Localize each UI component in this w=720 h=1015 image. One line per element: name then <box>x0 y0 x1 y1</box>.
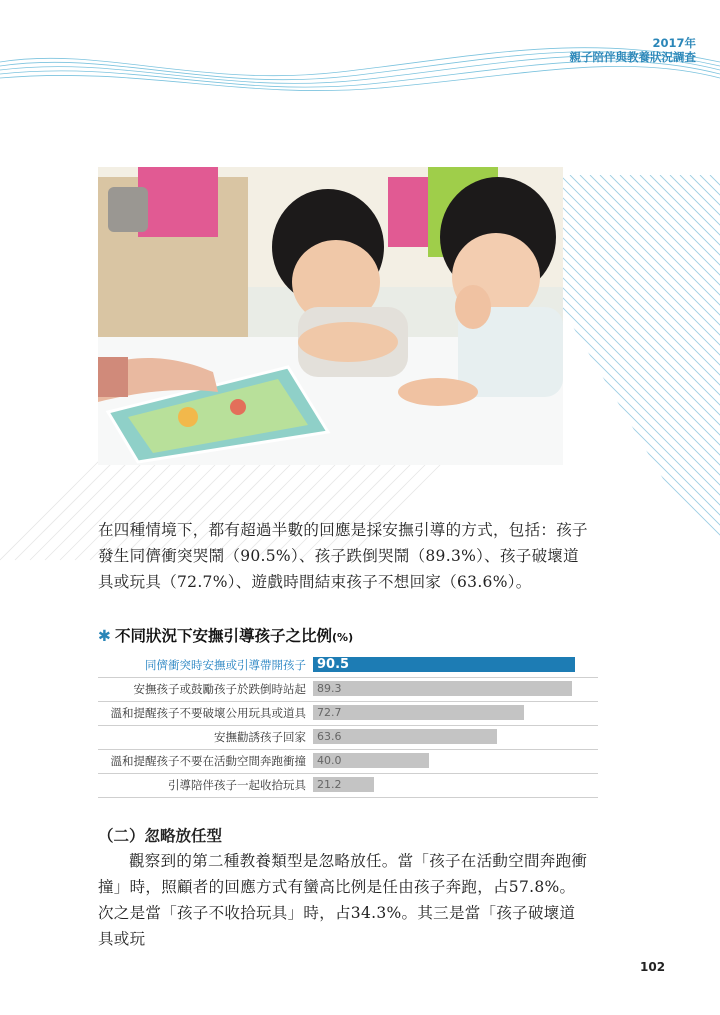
asterisk-icon: ✱ <box>98 627 111 645</box>
chart-heading-unit: (%) <box>332 631 354 644</box>
neglect-type-paragraph: 觀察到的第二種教養類型是忽略放任。當「孩子在活動空間奔跑衝撞」時，照顧者的回應方式有蠻高比例是任由孩子奔跑，占57.8%。次之是當「孩子不收拾玩具」時，占34.3%。其三是當「孩子破壞道具或玩 <box>98 852 588 948</box>
chart-row <box>98 726 598 750</box>
section-heading: （二）忽略放任型 <box>98 826 223 845</box>
chart-row <box>98 702 598 726</box>
photo-illustration <box>98 167 563 465</box>
intro-paragraph: 在四種情境下，都有超過半數的回應是採安撫引導的方式，包括：孩子發生同儕衝突哭鬧（90.5%）、孩子跌倒哭鬧（89.3%）、孩子破壞道具或玩具（72.7%）、遊戲時間結束孩子不想回家（63.6%）。 <box>98 521 588 591</box>
chart-bar <box>313 657 575 672</box>
chart-value-label: 72.7 <box>317 706 342 719</box>
chart-category-label: 引導陪伴孩子一起收拾玩具 <box>168 778 306 792</box>
children-reading-book-photo <box>98 167 563 465</box>
chart-value-label: 90.5 <box>317 657 350 672</box>
chart-category-label: 溫和提醒孩子不要在活動空間奔跑衝撞 <box>110 754 306 768</box>
comfort-guidance-bar-chart <box>98 654 598 804</box>
chart-category-label: 溫和提醒孩子不要破壞公用玩具或道具 <box>110 706 306 720</box>
report-header <box>570 36 697 64</box>
chart-row <box>98 654 598 678</box>
chart-value-label: 63.6 <box>317 730 342 743</box>
report-year: 2017年 <box>652 36 696 50</box>
chart-heading <box>98 624 353 646</box>
chart-value-label: 21.2 <box>317 778 342 791</box>
chart-category-label: 同儕衝突時安撫或引導帶開孩子 <box>145 658 306 672</box>
chart-category-label: 安撫勸誘孩子回家 <box>214 730 306 744</box>
chart-row <box>98 774 598 798</box>
chart-heading-text: 不同狀況下安撫引導孩子之比例 <box>115 627 333 645</box>
page-number: 102 <box>640 960 666 974</box>
report-title: 親子陪伴與教養狀況調查 <box>569 50 696 64</box>
chart-value-label: 40.0 <box>317 754 342 767</box>
chart-bar <box>313 705 524 720</box>
chart-value-label: 89.3 <box>317 682 342 695</box>
chart-row <box>98 678 598 702</box>
chart-bar <box>313 681 572 696</box>
chart-category-label: 安撫孩子或鼓勵孩子於跌倒時站起 <box>133 682 306 696</box>
chart-row <box>98 750 598 774</box>
